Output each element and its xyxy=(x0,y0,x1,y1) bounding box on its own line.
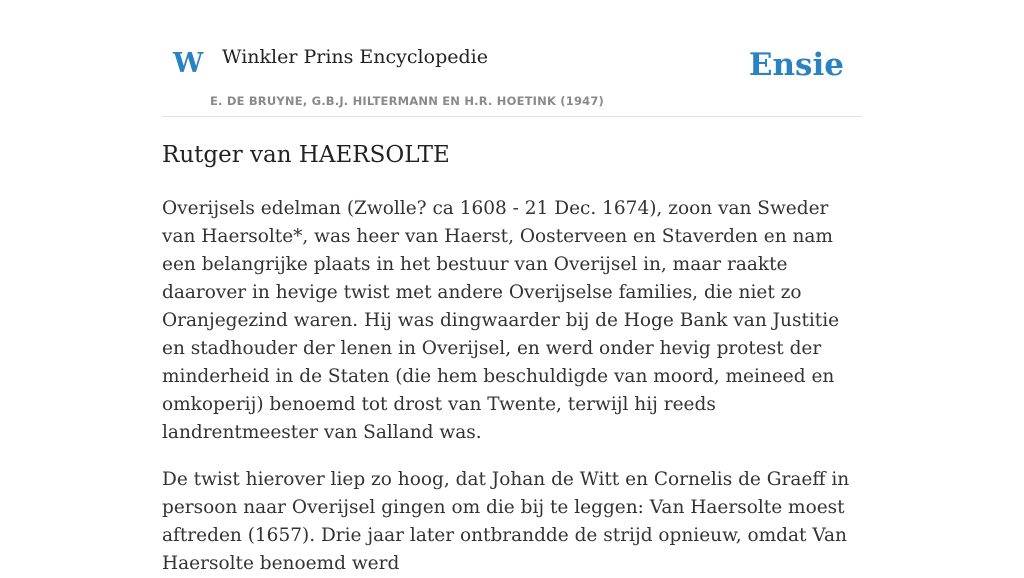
site-header xyxy=(162,0,862,117)
content-container xyxy=(162,0,862,578)
article xyxy=(162,141,862,578)
article-body xyxy=(162,195,862,578)
article-paragraph: De twist hierover liep zo hoog, dat Johan de Witt en Cornelis de Graeff in persoon naar Overijsel gingen om die bij te leggen: Van Haersolte moest aftreden (1657). Drie jaar later ontbrandde de strijd opnieuw, omdat Van Haersolte benoemd werd xyxy=(162,468,850,574)
encyclopedia-title: Winkler Prins Encyclopedie xyxy=(222,46,488,68)
winkler-prins-logo[interactable]: W xyxy=(173,48,204,79)
encyclopedia-authors: E. DE BRUYNE, G.B.J. HILTERMANN EN H.R. HOETINK (1947) xyxy=(210,94,605,108)
article-title: Rutger van HAERSOLTE xyxy=(162,142,450,168)
ensie-logo[interactable]: Ensie xyxy=(748,47,844,83)
article-paragraph: Overijsels edelman (Zwolle? ca 1608 - 21 Dec. 1674), zoon van Sweder van Haersolte*, was heer van Haerst, Oosterveen en Staverden en nam een belangrijke plaats in het bestuur van Overijsel in, maar raakte daarover in hevige twist met andere Overijselse families, die niet zo Oranjegezind waren. Hij was dingwaarder bij de Hoge Bank van Justitie en stadhouder der lenen in Overijsel, en werd onder hevig protest der minderheid in de Staten (die hem beschuldigde van moord, meineed en omkoperij) benoemd tot drost van Twente, terwijl hij reeds landrentmeester van Salland was. xyxy=(162,197,840,443)
